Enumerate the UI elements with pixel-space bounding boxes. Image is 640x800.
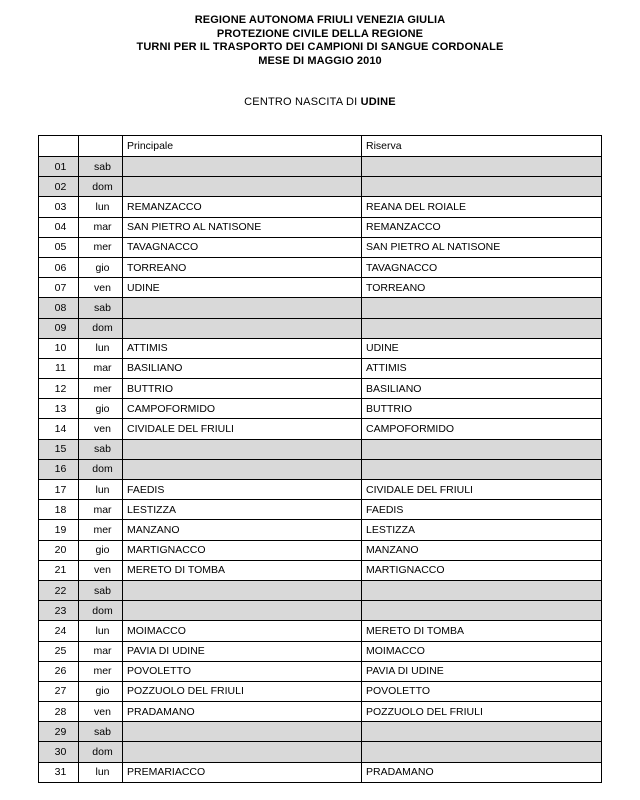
- cell-riserva: TORREANO: [362, 278, 602, 298]
- birth-center-prefix: CENTRO NASCITA DI: [244, 96, 361, 108]
- cell-day: 19: [39, 520, 79, 540]
- cell-weekday: gio: [79, 681, 123, 701]
- table-row: [39, 601, 602, 621]
- header-line-region: REGIONE AUTONOMA FRIULI VENEZIA GIULIA: [194, 14, 446, 26]
- table-row: [39, 702, 602, 722]
- cell-principale: MANZANO: [123, 520, 362, 540]
- cell-weekday: sab: [79, 580, 123, 600]
- cell-riserva: [362, 298, 602, 318]
- cell-weekday: mer: [79, 661, 123, 681]
- cell-riserva: [362, 742, 602, 762]
- column-header-day: [39, 136, 79, 157]
- cell-riserva: [362, 318, 602, 338]
- cell-riserva: [362, 439, 602, 459]
- table-row: [39, 722, 602, 742]
- cell-riserva: POVOLETTO: [362, 681, 602, 701]
- cell-weekday: gio: [79, 399, 123, 419]
- table-row: [39, 560, 602, 580]
- cell-weekday: sab: [79, 722, 123, 742]
- cell-day: 26: [39, 661, 79, 681]
- cell-day: 10: [39, 338, 79, 358]
- cell-riserva: [362, 722, 602, 742]
- cell-weekday: dom: [79, 177, 123, 197]
- shift-schedule-table: [38, 135, 602, 783]
- cell-riserva: PAVIA DI UDINE: [362, 661, 602, 681]
- cell-day: 23: [39, 601, 79, 621]
- cell-weekday: sab: [79, 298, 123, 318]
- cell-weekday: ven: [79, 278, 123, 298]
- cell-principale: MERETO DI TOMBA: [123, 560, 362, 580]
- column-header-principale: Principale: [123, 136, 362, 157]
- table-row: [39, 480, 602, 500]
- cell-principale: TAVAGNACCO: [123, 237, 362, 257]
- cell-day: 08: [39, 298, 79, 318]
- cell-riserva: REMANZACCO: [362, 217, 602, 237]
- table-row: [39, 520, 602, 540]
- table-row: [39, 439, 602, 459]
- table-row: [39, 217, 602, 237]
- table-row: [39, 580, 602, 600]
- table-row: [39, 641, 602, 661]
- table-row: [39, 762, 602, 782]
- cell-day: 18: [39, 500, 79, 520]
- cell-principale: [123, 157, 362, 177]
- cell-riserva: FAEDIS: [362, 500, 602, 520]
- cell-weekday: mer: [79, 520, 123, 540]
- cell-weekday: lun: [79, 338, 123, 358]
- cell-riserva: ATTIMIS: [362, 358, 602, 378]
- cell-day: 25: [39, 641, 79, 661]
- birth-center-name: UDINE: [360, 96, 396, 108]
- table-row: [39, 338, 602, 358]
- cell-day: 11: [39, 358, 79, 378]
- cell-principale: CAMPOFORMIDO: [123, 399, 362, 419]
- cell-riserva: MARTIGNACCO: [362, 560, 602, 580]
- cell-weekday: ven: [79, 419, 123, 439]
- cell-day: 21: [39, 560, 79, 580]
- table-row: [39, 237, 602, 257]
- table-row: [39, 540, 602, 560]
- cell-riserva: MOIMACCO: [362, 641, 602, 661]
- table-row: [39, 681, 602, 701]
- cell-principale: PAVIA DI UDINE: [123, 641, 362, 661]
- table-row: [39, 318, 602, 338]
- cell-riserva: BUTTRIO: [362, 399, 602, 419]
- cell-principale: MOIMACCO: [123, 621, 362, 641]
- table-row: [39, 661, 602, 681]
- table-row: [39, 500, 602, 520]
- column-header-dow: [79, 136, 123, 157]
- table-row: [39, 459, 602, 479]
- cell-weekday: mer: [79, 379, 123, 399]
- cell-weekday: mar: [79, 217, 123, 237]
- table-row: [39, 399, 602, 419]
- cell-principale: ATTIMIS: [123, 338, 362, 358]
- cell-principale: TORREANO: [123, 257, 362, 277]
- cell-day: 01: [39, 157, 79, 177]
- cell-day: 05: [39, 237, 79, 257]
- cell-principale: [123, 318, 362, 338]
- cell-principale: [123, 722, 362, 742]
- table-row: [39, 197, 602, 217]
- cell-day: 14: [39, 419, 79, 439]
- cell-weekday: gio: [79, 540, 123, 560]
- cell-principale: BUTTRIO: [123, 379, 362, 399]
- cell-day: 03: [39, 197, 79, 217]
- cell-riserva: SAN PIETRO AL NATISONE: [362, 237, 602, 257]
- cell-weekday: dom: [79, 318, 123, 338]
- table-row: [39, 419, 602, 439]
- column-header-riserva: Riserva: [362, 136, 602, 157]
- cell-weekday: ven: [79, 560, 123, 580]
- cell-weekday: sab: [79, 439, 123, 459]
- month-year: 2010: [353, 54, 382, 67]
- cell-weekday: ven: [79, 702, 123, 722]
- cell-weekday: dom: [79, 459, 123, 479]
- table-row: [39, 298, 602, 318]
- cell-day: 29: [39, 722, 79, 742]
- cell-riserva: [362, 580, 602, 600]
- header-line-month: [38, 55, 602, 69]
- cell-principale: MARTIGNACCO: [123, 540, 362, 560]
- cell-principale: [123, 177, 362, 197]
- cell-principale: SAN PIETRO AL NATISONE: [123, 217, 362, 237]
- cell-riserva: TAVAGNACCO: [362, 257, 602, 277]
- cell-riserva: PRADAMANO: [362, 762, 602, 782]
- cell-riserva: LESTIZZA: [362, 520, 602, 540]
- cell-riserva: REANA DEL ROIALE: [362, 197, 602, 217]
- header-line-department: PROTEZIONE CIVILE DELLA REGIONE: [216, 27, 424, 40]
- cell-weekday: lun: [79, 197, 123, 217]
- cell-day: 31: [39, 762, 79, 782]
- cell-riserva: MANZANO: [362, 540, 602, 560]
- cell-principale: [123, 742, 362, 762]
- cell-day: 27: [39, 681, 79, 701]
- cell-weekday: dom: [79, 742, 123, 762]
- table-row: [39, 257, 602, 277]
- cell-riserva: UDINE: [362, 338, 602, 358]
- cell-weekday: mar: [79, 641, 123, 661]
- cell-riserva: CIVIDALE DEL FRIULI: [362, 480, 602, 500]
- cell-riserva: MERETO DI TOMBA: [362, 621, 602, 641]
- cell-principale: [123, 601, 362, 621]
- birth-center-subtitle: [38, 96, 602, 108]
- cell-principale: CIVIDALE DEL FRIULI: [123, 419, 362, 439]
- header-line-description: TURNI PER IL TRASPORTO DEI CAMPIONI DI SANGUE CORDONALE: [136, 41, 504, 53]
- cell-day: 04: [39, 217, 79, 237]
- table-body: [39, 136, 602, 783]
- cell-principale: UDINE: [123, 278, 362, 298]
- cell-day: 02: [39, 177, 79, 197]
- cell-principale: [123, 580, 362, 600]
- cell-riserva: POZZUOLO DEL FRIULI: [362, 702, 602, 722]
- cell-day: 22: [39, 580, 79, 600]
- cell-riserva: [362, 177, 602, 197]
- cell-day: 12: [39, 379, 79, 399]
- cell-day: 15: [39, 439, 79, 459]
- cell-day: 28: [39, 702, 79, 722]
- cell-principale: [123, 439, 362, 459]
- cell-day: 24: [39, 621, 79, 641]
- table-row: [39, 157, 602, 177]
- cell-weekday: dom: [79, 601, 123, 621]
- cell-principale: FAEDIS: [123, 480, 362, 500]
- cell-principale: [123, 459, 362, 479]
- cell-day: 13: [39, 399, 79, 419]
- cell-principale: PRADAMANO: [123, 702, 362, 722]
- cell-weekday: lun: [79, 480, 123, 500]
- cell-principale: LESTIZZA: [123, 500, 362, 520]
- cell-riserva: [362, 459, 602, 479]
- cell-principale: POZZUOLO DEL FRIULI: [123, 681, 362, 701]
- cell-day: 06: [39, 257, 79, 277]
- cell-riserva: CAMPOFORMIDO: [362, 419, 602, 439]
- cell-weekday: sab: [79, 157, 123, 177]
- cell-principale: [123, 298, 362, 318]
- table-row: [39, 358, 602, 378]
- cell-day: 07: [39, 278, 79, 298]
- table-row: [39, 177, 602, 197]
- cell-weekday: mer: [79, 237, 123, 257]
- cell-day: 17: [39, 480, 79, 500]
- cell-principale: REMANZACCO: [123, 197, 362, 217]
- cell-day: 09: [39, 318, 79, 338]
- document-header: [38, 14, 602, 68]
- table-row: [39, 742, 602, 762]
- cell-riserva: [362, 601, 602, 621]
- cell-principale: PREMARIACCO: [123, 762, 362, 782]
- cell-day: 30: [39, 742, 79, 762]
- cell-weekday: lun: [79, 762, 123, 782]
- cell-principale: POVOLETTO: [123, 661, 362, 681]
- cell-day: 20: [39, 540, 79, 560]
- table-header-row: [39, 136, 602, 157]
- table-row: [39, 278, 602, 298]
- table-row: [39, 621, 602, 641]
- cell-riserva: [362, 157, 602, 177]
- table-row: [39, 379, 602, 399]
- cell-weekday: lun: [79, 621, 123, 641]
- cell-weekday: mar: [79, 500, 123, 520]
- cell-riserva: BASILIANO: [362, 379, 602, 399]
- month-prefix: MESE DI: [258, 54, 308, 67]
- month-name: MAGGIO: [307, 54, 354, 67]
- cell-weekday: mar: [79, 358, 123, 378]
- cell-principale: BASILIANO: [123, 358, 362, 378]
- cell-weekday: gio: [79, 257, 123, 277]
- cell-day: 16: [39, 459, 79, 479]
